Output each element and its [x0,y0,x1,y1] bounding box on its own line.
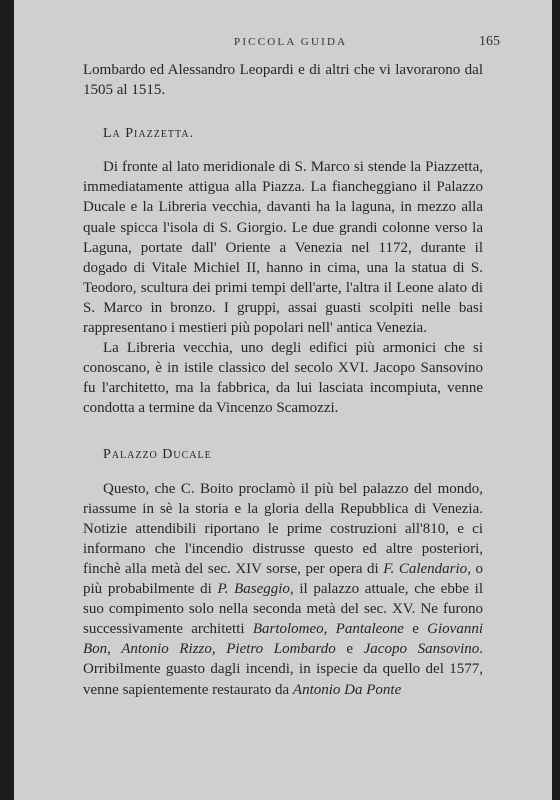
text-run: . Orribilmente guasto dagli incendi, in ispecie da quello del 1577, venne sapientemente restaurato da [83,641,483,698]
italic-name: Jacopo Sansovino [363,641,480,658]
italic-name: Bartolomeo, Pantaleone [252,621,404,638]
book-page [14,0,552,800]
text-run: , o più probabilmente di [83,560,484,598]
text-run: Lombardo ed Alessandro Leopardi e di altri che vi lavorarono dal 1505 al 1515. [83,62,483,99]
section-heading: Palazzo Ducale [103,446,212,462]
text-run: Questo, che C. Boito proclamò il più bel palazzo del mondo, riassume in sè la storia e la gloria della Repubblica di Venezia. Notizie attendibili riportano le prime costruzioni all'810, e ci informano che l'incendio distrusse questo ed altre posteriori, finchè alla metà del sec. XIV sorse, per opera di [83,480,483,577]
body-text [83,60,483,700]
paragraph [83,338,483,418]
italic-name: F. Calendario [383,560,468,577]
text-run: Di fronte al lato meridionale di S. Marco si stende la Piazzetta, immediatamente attigua alla Piazza. La fiancheggiano il Palazzo Ducale e la Libreria vecchia, davanti ha la laguna, in mezzo alla quale spicca l'isola di S. Giorgio. Le due grandi colonne verso la Laguna, portate dall' Oriente a Venezia nel 1172, durante il dogado di Vitale Michiel II, hanno in cima, una la statua di S. Teodoro, scultura dei primi tempi dell'arte, l'altra il Leone alato di S. Marco in bronzo. I gruppi, assai guasti scolpiti nelle basi rappresentano i mestieri più popolari nell' antica Venezia. [83,159,483,337]
text-run: e [403,621,428,638]
italic-name: Giovanni Bon, Antonio Rizzo, Pietro Lombardo [83,621,483,658]
page-number: 165 [479,34,500,49]
paragraph [83,157,483,338]
italic-name: Antonio Da Ponte [292,681,402,698]
italic-name: P. Baseggio [217,581,290,598]
paragraph [83,479,483,700]
running-title: PICCOLA GUIDA [234,36,348,48]
section-heading: La Piazzetta. [103,126,195,142]
running-head [14,36,552,54]
text-run: , il palazzo attuale, che ebbe il suo compimento solo nella seconda metà del sec. XV. Ne furono successivamente architetti [83,581,483,638]
text-run: e [335,641,364,658]
paragraph [83,60,483,100]
text-run: La Libreria vecchia, uno degli edifici più armonici che si conoscano, è in istile classico del secolo XVI. Jacopo Sansovino fu l'architetto, ma la fabbrica, da lui lasciata incompiuta, venne condotta a termine da Vincenzo Scamozzi. [83,340,483,417]
